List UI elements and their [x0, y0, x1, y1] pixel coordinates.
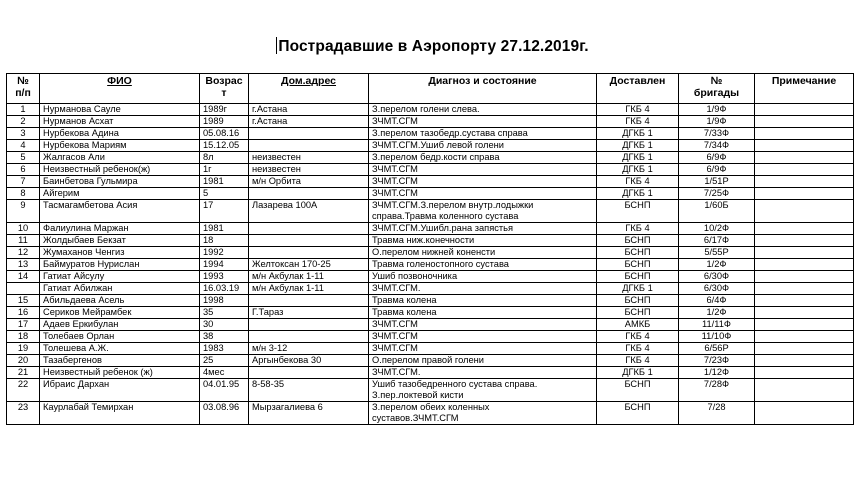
cell-num: 14 — [7, 271, 40, 283]
diagnosis-line: ЗЧМТ.СГМ.Ушиб левой голени — [372, 140, 504, 150]
table-row — [7, 247, 854, 259]
table-row — [7, 152, 854, 164]
cell-num: 23 — [7, 402, 40, 425]
cell-age: 18 — [200, 235, 249, 247]
diagnosis-line: Ушиб позвоночника — [372, 271, 458, 281]
cell-diagnosis — [369, 355, 597, 367]
table-row — [7, 140, 854, 152]
cell-delivered: БСНП — [597, 247, 679, 259]
cell-note — [755, 104, 854, 116]
cell-fio: Толебаев Орлан — [40, 331, 200, 343]
diagnosis-line: ЗЧМТ.СГМ — [372, 164, 418, 174]
cell-note — [755, 343, 854, 355]
table-row — [7, 200, 854, 223]
diagnosis-line: ЗЧМТ.СГМ. — [372, 367, 421, 377]
cell-brigade: 6/4Ф — [679, 295, 755, 307]
cell-fio: Нурманова Сауле — [40, 104, 200, 116]
cell-age: 25 — [200, 355, 249, 367]
cell-fio: Сериков Мейрамбек — [40, 307, 200, 319]
cell-delivered: БСНП — [597, 379, 679, 402]
cell-delivered: ДГКБ 1 — [597, 152, 679, 164]
cell-diagnosis — [369, 116, 597, 128]
cell-brigade: 7/28Ф — [679, 379, 755, 402]
diagnosis-line: З.перелом бедр.кости справа — [372, 152, 500, 162]
table-row — [7, 259, 854, 271]
cell-num: 1 — [7, 104, 40, 116]
table-row — [7, 176, 854, 188]
cell-note — [755, 188, 854, 200]
victims-table — [6, 73, 854, 425]
diagnosis-line: ЗЧМТ.СГМ — [372, 188, 418, 198]
cell-fio: Нурбекова Мариям — [40, 140, 200, 152]
cell-age: 1981 — [200, 223, 249, 235]
header-address: Дом.адрес — [249, 74, 369, 104]
cell-diagnosis — [369, 235, 597, 247]
cell-diagnosis — [369, 104, 597, 116]
cell-age: 15.12.05 — [200, 140, 249, 152]
cell-diagnosis — [369, 188, 597, 200]
diagnosis-line: ЗЧМТ.СГМ — [372, 331, 418, 341]
header-fio: ФИО — [40, 74, 200, 104]
cell-age: 1989г — [200, 104, 249, 116]
cell-age: 16.03.19 — [200, 283, 249, 295]
cell-age: 30 — [200, 319, 249, 331]
cell-note — [755, 247, 854, 259]
diagnosis-line: Травма голеностопного сустава — [372, 259, 509, 269]
cell-delivered: ДГКБ 1 — [597, 128, 679, 140]
cell-num: 19 — [7, 343, 40, 355]
diagnosis-line: Ушиб тазобедренного сустава справа. — [372, 379, 538, 389]
header-age: Возрас т — [200, 74, 249, 104]
cell-brigade: 1/2Ф — [679, 259, 755, 271]
table-row — [7, 164, 854, 176]
header-note: Примечание — [755, 74, 854, 104]
cell-num: 4 — [7, 140, 40, 152]
table-row — [7, 319, 854, 331]
diagnosis-line: З.пер.локтевой кисти — [372, 390, 464, 400]
cell-age: 1989 — [200, 116, 249, 128]
table-row — [7, 116, 854, 128]
cell-fio: Толешева А.Ж. — [40, 343, 200, 355]
cell-delivered: БСНП — [597, 295, 679, 307]
cell-delivered: ГКБ 4 — [597, 343, 679, 355]
cell-address — [249, 367, 369, 379]
cell-diagnosis — [369, 200, 597, 223]
diagnosis-line: ЗЧМТ.СГМ — [372, 319, 418, 329]
cell-diagnosis — [369, 367, 597, 379]
cell-fio: Фалиулина Маржан — [40, 223, 200, 235]
cell-num: 21 — [7, 367, 40, 379]
cell-delivered: ДГКБ 1 — [597, 164, 679, 176]
cell-age: 8л — [200, 152, 249, 164]
cell-diagnosis — [369, 343, 597, 355]
cell-address: неизвестен — [249, 152, 369, 164]
cell-brigade: 6/30Ф — [679, 271, 755, 283]
cell-age: 5 — [200, 188, 249, 200]
diagnosis-line: справа.Травма коленного сустава — [372, 211, 519, 221]
cell-diagnosis — [369, 140, 597, 152]
cell-brigade: 6/56Р — [679, 343, 755, 355]
table-row — [7, 355, 854, 367]
cell-fio: Нурбекова Адина — [40, 128, 200, 140]
diagnosis-line: ЗЧМТ.СГМ — [372, 116, 418, 126]
cell-diagnosis — [369, 176, 597, 188]
cell-address — [249, 235, 369, 247]
cell-diagnosis — [369, 295, 597, 307]
cell-num: 7 — [7, 176, 40, 188]
cell-age: 35 — [200, 307, 249, 319]
cell-fio: Абильдаева Асель — [40, 295, 200, 307]
cell-fio: Тазабергенов — [40, 355, 200, 367]
cell-note — [755, 355, 854, 367]
table-row — [7, 343, 854, 355]
diagnosis-line: О.перелом нижней коненсти — [372, 247, 496, 257]
table-row — [7, 128, 854, 140]
cell-delivered: ГКБ 4 — [597, 116, 679, 128]
cell-note — [755, 116, 854, 128]
document-title: Пострадавшие в Аэропорту 27.12.2019г. — [278, 38, 589, 55]
cell-address: Г.Тараз — [249, 307, 369, 319]
cell-fio: Каурлабай Темирхан — [40, 402, 200, 425]
cell-fio: Неизвестный ребенок(ж) — [40, 164, 200, 176]
cell-delivered: БСНП — [597, 271, 679, 283]
cell-note — [755, 271, 854, 283]
cell-num: 15 — [7, 295, 40, 307]
cell-diagnosis — [369, 283, 597, 295]
cell-brigade: 7/33Ф — [679, 128, 755, 140]
cell-num: 17 — [7, 319, 40, 331]
cell-brigade: 7/23Ф — [679, 355, 755, 367]
cell-note — [755, 128, 854, 140]
cell-address: Желтоксан 170-25 — [249, 259, 369, 271]
cell-note — [755, 223, 854, 235]
cell-address: м/н 3-12 — [249, 343, 369, 355]
diagnosis-line: ЗЧМТ.СГМ. — [372, 283, 421, 293]
cell-address: Мырзагалиева 6 — [249, 402, 369, 425]
cell-address: Лазарева 100А — [249, 200, 369, 223]
cell-delivered: ГКБ 4 — [597, 223, 679, 235]
cell-delivered: АМКБ — [597, 319, 679, 331]
cell-fio: Баймуратов Нурислан — [40, 259, 200, 271]
cell-age: 1981 — [200, 176, 249, 188]
cell-brigade: 11/10Ф — [679, 331, 755, 343]
cell-brigade: 7/25Ф — [679, 188, 755, 200]
cell-address: 8-58-35 — [249, 379, 369, 402]
cell-age: 1992 — [200, 247, 249, 259]
cell-delivered: БСНП — [597, 402, 679, 425]
cell-delivered: ДГКБ 1 — [597, 140, 679, 152]
table-body — [7, 104, 854, 425]
cell-address: м/н Орбита — [249, 176, 369, 188]
header-delivered: Доставлен — [597, 74, 679, 104]
cell-note — [755, 331, 854, 343]
cell-note — [755, 283, 854, 295]
cell-note — [755, 259, 854, 271]
cell-fio: Жумаханов Ченгиз — [40, 247, 200, 259]
diagnosis-line: суставов.ЗЧМТ.СГМ — [372, 413, 459, 423]
cell-fio: Айгерим — [40, 188, 200, 200]
table-row — [7, 104, 854, 116]
cell-age: 04.01.95 — [200, 379, 249, 402]
cell-diagnosis — [369, 223, 597, 235]
cell-diagnosis — [369, 259, 597, 271]
cell-delivered: ДГКБ 1 — [597, 188, 679, 200]
cell-note — [755, 295, 854, 307]
cell-note — [755, 140, 854, 152]
cell-age: 38 — [200, 331, 249, 343]
table-row — [7, 331, 854, 343]
cell-delivered: ДГКБ 1 — [597, 367, 679, 379]
cell-num: 3 — [7, 128, 40, 140]
cell-fio: Тасмагамбетова Асия — [40, 200, 200, 223]
cell-num: 22 — [7, 379, 40, 402]
table-row — [7, 271, 854, 283]
header-brigade: № бригады — [679, 74, 755, 104]
cell-note — [755, 379, 854, 402]
cell-address — [249, 331, 369, 343]
cell-num: 2 — [7, 116, 40, 128]
cell-address: м/н Акбулак 1-11 — [249, 283, 369, 295]
table-row — [7, 188, 854, 200]
cell-note — [755, 200, 854, 223]
cell-note — [755, 319, 854, 331]
cell-address: г.Астана — [249, 116, 369, 128]
diagnosis-line: Травма колена — [372, 295, 437, 305]
cell-note — [755, 307, 854, 319]
cell-address: Аргынбекова 30 — [249, 355, 369, 367]
cell-delivered: БСНП — [597, 200, 679, 223]
cell-address — [249, 319, 369, 331]
cell-diagnosis — [369, 128, 597, 140]
diagnosis-line: З.перелом тазобедр.сустава справа — [372, 128, 528, 138]
cell-num: 9 — [7, 200, 40, 223]
cell-note — [755, 164, 854, 176]
cell-fio: Жолдыбаев Бекзат — [40, 235, 200, 247]
cell-age: 1983 — [200, 343, 249, 355]
diagnosis-line: ЗЧМТ.СГМ.З.перелом внутр.лодыжки — [372, 200, 534, 210]
cell-delivered: БСНП — [597, 259, 679, 271]
cell-age: 1998 — [200, 295, 249, 307]
cell-fio: Гатиат Абилжан — [40, 283, 200, 295]
table-row — [7, 295, 854, 307]
cell-diagnosis — [369, 319, 597, 331]
cell-brigade: 5/55Р — [679, 247, 755, 259]
cell-diagnosis — [369, 331, 597, 343]
cell-age: 03.08.96 — [200, 402, 249, 425]
diagnosis-line: ЗЧМТ.СГМ.Ушибл.рана запястья — [372, 223, 514, 233]
diagnosis-line: Травма колена — [372, 307, 437, 317]
cell-fio: Нурманов Асхат — [40, 116, 200, 128]
cell-delivered: ГКБ 4 — [597, 331, 679, 343]
cell-address: г.Астана — [249, 104, 369, 116]
cell-diagnosis — [369, 271, 597, 283]
cell-num: 5 — [7, 152, 40, 164]
cell-address — [249, 140, 369, 152]
cell-diagnosis — [369, 402, 597, 425]
cell-brigade: 1/51Р — [679, 176, 755, 188]
cell-age: 1993 — [200, 271, 249, 283]
cell-delivered: БСНП — [597, 235, 679, 247]
header-num: № п/п — [7, 74, 40, 104]
cell-brigade: 1/60Б — [679, 200, 755, 223]
cell-fio: Гатиат Айсулу — [40, 271, 200, 283]
table-row — [7, 402, 854, 425]
cell-fio: Адаев Еркибулан — [40, 319, 200, 331]
table-row — [7, 223, 854, 235]
cell-num: 8 — [7, 188, 40, 200]
cell-num: 20 — [7, 355, 40, 367]
cell-num — [7, 283, 40, 295]
table-row — [7, 283, 854, 295]
cell-fio: Баинбетова Гульмира — [40, 176, 200, 188]
cell-fio: Неизвестный ребенок (ж) — [40, 367, 200, 379]
cell-age: 1994 — [200, 259, 249, 271]
cell-note — [755, 176, 854, 188]
cell-num: 18 — [7, 331, 40, 343]
cell-delivered: ГКБ 4 — [597, 355, 679, 367]
diagnosis-line: З.перелом голени слева. — [372, 104, 480, 114]
cell-diagnosis — [369, 164, 597, 176]
cell-num: 6 — [7, 164, 40, 176]
cell-num: 10 — [7, 223, 40, 235]
cell-address — [249, 128, 369, 140]
cell-diagnosis — [369, 152, 597, 164]
cell-diagnosis — [369, 379, 597, 402]
diagnosis-line: О.перелом правой голени — [372, 355, 484, 365]
cell-address — [249, 188, 369, 200]
cell-brigade: 6/30Ф — [679, 283, 755, 295]
diagnosis-line: Травма ниж.конечности — [372, 235, 475, 245]
cell-address — [249, 223, 369, 235]
cell-num: 16 — [7, 307, 40, 319]
table-row — [7, 379, 854, 402]
cell-diagnosis — [369, 247, 597, 259]
cell-age: 4мес — [200, 367, 249, 379]
cell-brigade: 6/17Ф — [679, 235, 755, 247]
cell-brigade: 6/9Ф — [679, 164, 755, 176]
cell-note — [755, 235, 854, 247]
cell-address: неизвестен — [249, 164, 369, 176]
cell-delivered: БСНП — [597, 307, 679, 319]
cell-num: 12 — [7, 247, 40, 259]
table-row — [7, 307, 854, 319]
cell-brigade: 1/12Ф — [679, 367, 755, 379]
header-row — [7, 74, 854, 104]
cell-delivered: ДГКБ 1 — [597, 283, 679, 295]
cell-note — [755, 367, 854, 379]
cell-num: 13 — [7, 259, 40, 271]
cell-num: 11 — [7, 235, 40, 247]
diagnosis-line: З.перелом обеих коленных — [372, 402, 490, 412]
cell-diagnosis — [369, 307, 597, 319]
cell-brigade: 1/9Ф — [679, 116, 755, 128]
cell-note — [755, 152, 854, 164]
cell-age: 05.08.16 — [200, 128, 249, 140]
cell-delivered: ГКБ 4 — [597, 176, 679, 188]
cell-brigade: 1/2Ф — [679, 307, 755, 319]
table-row — [7, 235, 854, 247]
cell-delivered: ГКБ 4 — [597, 104, 679, 116]
diagnosis-line: ЗЧМТ.СГМ — [372, 343, 418, 353]
cell-brigade: 10/2Ф — [679, 223, 755, 235]
cell-brigade: 7/34Ф — [679, 140, 755, 152]
cell-fio: Ибраис Дархан — [40, 379, 200, 402]
cell-brigade: 11/11Ф — [679, 319, 755, 331]
cell-brigade: 1/9Ф — [679, 104, 755, 116]
cell-address — [249, 295, 369, 307]
cell-age: 17 — [200, 200, 249, 223]
header-diagnosis: Диагноз и состояние — [369, 74, 597, 104]
cell-age: 1г — [200, 164, 249, 176]
table-row — [7, 367, 854, 379]
cell-brigade: 7/28 — [679, 402, 755, 425]
cell-note — [755, 402, 854, 425]
diagnosis-line: ЗЧМТ.СГМ — [372, 176, 418, 186]
cell-fio: Жалгасов Али — [40, 152, 200, 164]
cell-address: м/н Акбулак 1-11 — [249, 271, 369, 283]
cell-address — [249, 247, 369, 259]
cell-brigade: 6/9Ф — [679, 152, 755, 164]
